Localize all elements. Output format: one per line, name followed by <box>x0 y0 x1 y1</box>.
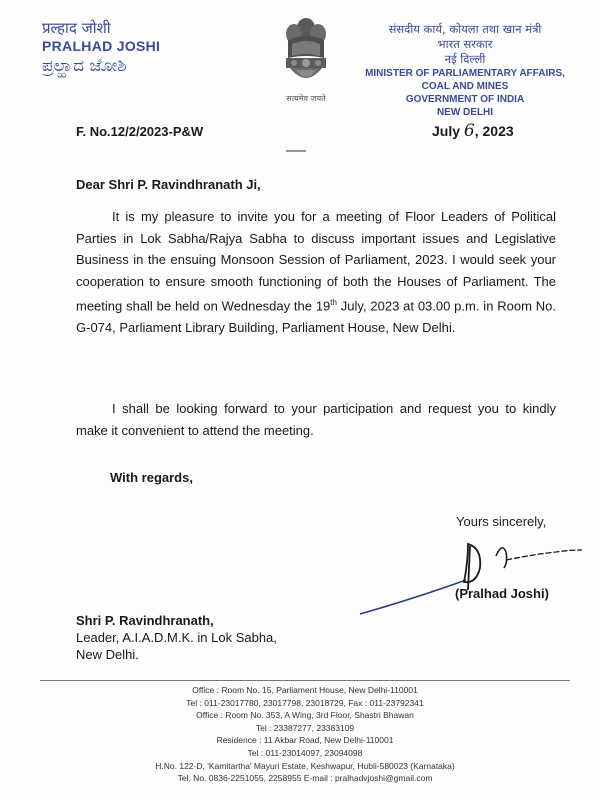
footer-line: Office : Room No. 15, Parliament House, New Delhi-110001 <box>192 685 418 695</box>
recipient-name: Shri P. Ravindhranath, <box>76 613 214 628</box>
date-month: July <box>432 123 464 139</box>
footer-line: Tel : 011-23014097, 23094098 <box>247 747 363 758</box>
office-hindi-govt: भारत सरकार <box>437 37 493 51</box>
footer-addresses <box>40 684 570 785</box>
para1-superscript: th <box>330 298 337 307</box>
ashoka-emblem-icon <box>280 14 332 92</box>
footer-divider <box>40 680 570 681</box>
sender-name-english: PRALHAD JOSHI <box>42 38 161 54</box>
file-number: F. No.12/2/2023-P&W <box>76 124 204 139</box>
sender-name-kannada: ಪ್ರಲ್ಹಾದ ಜೋಶಿ <box>42 56 127 76</box>
handwritten-signature <box>356 538 586 618</box>
recipient-block <box>76 612 277 663</box>
office-en-govt: GOVERNMENT OF INDIA <box>405 94 525 105</box>
sender-name-hindi: प्रल्हाद जोशी <box>42 19 111 37</box>
sender-block <box>42 20 160 77</box>
body-paragraph-1 <box>76 206 556 338</box>
recipient-designation: Leader, A.I.A.D.M.K. in Lok Sabha, <box>76 630 277 645</box>
footer-line: Residence : 11 Akbar Road, New Delhi-110001 <box>216 735 394 746</box>
date-day-handwritten: 6 <box>463 121 475 141</box>
office-en-city: NEW DELHI <box>436 107 494 118</box>
recipient-city: New Delhi. <box>76 647 139 662</box>
ink-smudge <box>286 150 306 152</box>
footer-line: Tel : 011-23017780, 23017798, 23018729, Fax : 011-23792341 <box>186 697 424 708</box>
salutation: Dear Shri P. Ravindhranath Ji, <box>76 177 261 192</box>
office-block <box>360 22 570 119</box>
office-en-title: MINISTER OF PARLIAMENTARY AFFAIRS, <box>365 68 565 79</box>
footer-line: Office : Room No. 353, A Wing, 3rd Floor, Shastri Bhawan <box>196 710 414 721</box>
footer-line: H.No. 122-D, 'Kamitartha' Mayuri Estate, Keshwapur, Hubli-580023 (Karnataka) <box>155 760 455 771</box>
footer-line: Tel : 23387277, 23383109 <box>255 722 355 733</box>
footer-email-line: Tel. No. 0836-2251055, 2258955 E-mail : pralhadvjoshi@gmail.com <box>177 773 433 784</box>
body-paragraph-2: I shall be looking forward to your participation and request you to kindly make it convenient to attend the meeting. <box>76 401 556 438</box>
regards: With regards, <box>110 470 193 485</box>
emblem-motto: सत्यमेव जयते <box>286 94 326 103</box>
closing: Yours sincerely, <box>456 514 547 529</box>
para1-text-a: It is my pleasure to invite you for a meeting of Floor Leaders of Political Parties in Lok Sabha/Rajya Sabha to discuss important issues and Legislative Business in the ensuing Monsoon Session of Parliament, 2023. I would seek your cooperation to ensure smooth functioning of both the Houses of Parliament. The meeting shall be held on Wednesday the 19 <box>76 209 556 314</box>
date-year: , 2023 <box>474 123 514 139</box>
letter-date <box>432 121 514 141</box>
office-en-portfolio: COAL AND MINES <box>421 81 509 92</box>
office-hindi-city: नई दिल्ली <box>444 52 486 66</box>
signatory-name: (Pralhad Joshi) <box>455 586 549 601</box>
state-emblem <box>276 14 336 106</box>
para1-text-b: July, 2023 at 03.00 p.m. in Room No. G-074, Parliament Library Building, Parliament House, New Delhi. <box>76 298 556 335</box>
office-hindi-title: संसदीय कार्य, कोयला तथा खान मंत्री <box>388 22 542 36</box>
